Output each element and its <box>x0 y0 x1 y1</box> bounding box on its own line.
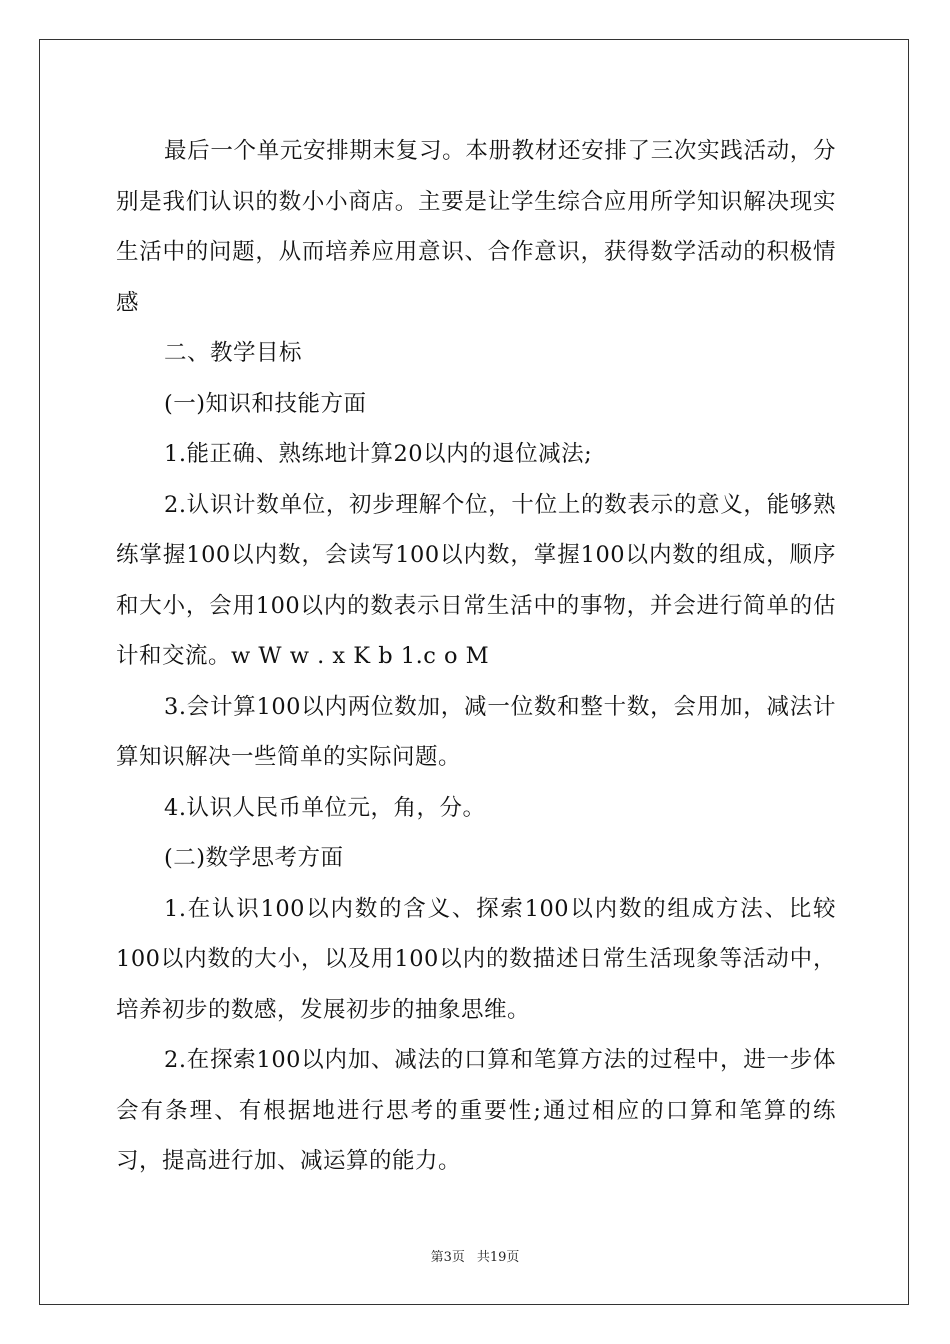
thinking-item-1: 1.在认识100以内数的含义、探索100以内数的组成方法、比较100以内数的大小，以及用100以内的数描述日常生活现象等活动中，培养初步的数感，发展初步的抽象思维。 <box>116 895 836 1023</box>
heading-teaching-goals: 二、教学目标 <box>164 340 303 366</box>
list-item-3: 3.会计算100以内两位数加，减一位数和整十数，会用加，减法计算知识解决一些简单的实际问题。 <box>116 693 836 770</box>
page-total: 共19页 <box>476 1250 520 1265</box>
page-footer <box>0 1246 950 1265</box>
page-number: 第3页 <box>430 1250 465 1265</box>
thinking-item-2: 2.在探索100以内加、减法的口算和笔算方法的过程中，进一步体会有条理、有根据地进行思考的重要性;通过相应的口算和笔算的练习，提高进行加、减运算的能力。 <box>116 1047 836 1174</box>
list-item-2: 2.认识计数单位，初步理解个位，十位上的数表示的意义，能够熟练掌握100以内数，会读写100以内数，掌握100以内数的组成，顺序和大小，会用100以内的数表示日常生活中的事物，并会进行简单的估计和交流。w W w . x K b 1.c o M <box>116 491 836 669</box>
document-body <box>116 126 836 1187</box>
list-item-1: 1.能正确、熟练地计算20以内的退位减法; <box>164 441 593 467</box>
subheading-math-thinking: (二)数学思考方面 <box>164 845 344 871</box>
subheading-knowledge-skills: (一)知识和技能方面 <box>164 390 367 417</box>
list-item-4: 4.认识人民币单位元，角，分。 <box>164 794 486 821</box>
paragraph-review-and-activities: 最后一个单元安排期末复习。本册教材还安排了三次实践活动，分别是我们认识的数小小商店。主要是让学生综合应用所学知识解决现实生活中的问题，从而培养应用意识、合作意识，获得数学活动的积极情感 <box>116 138 836 316</box>
